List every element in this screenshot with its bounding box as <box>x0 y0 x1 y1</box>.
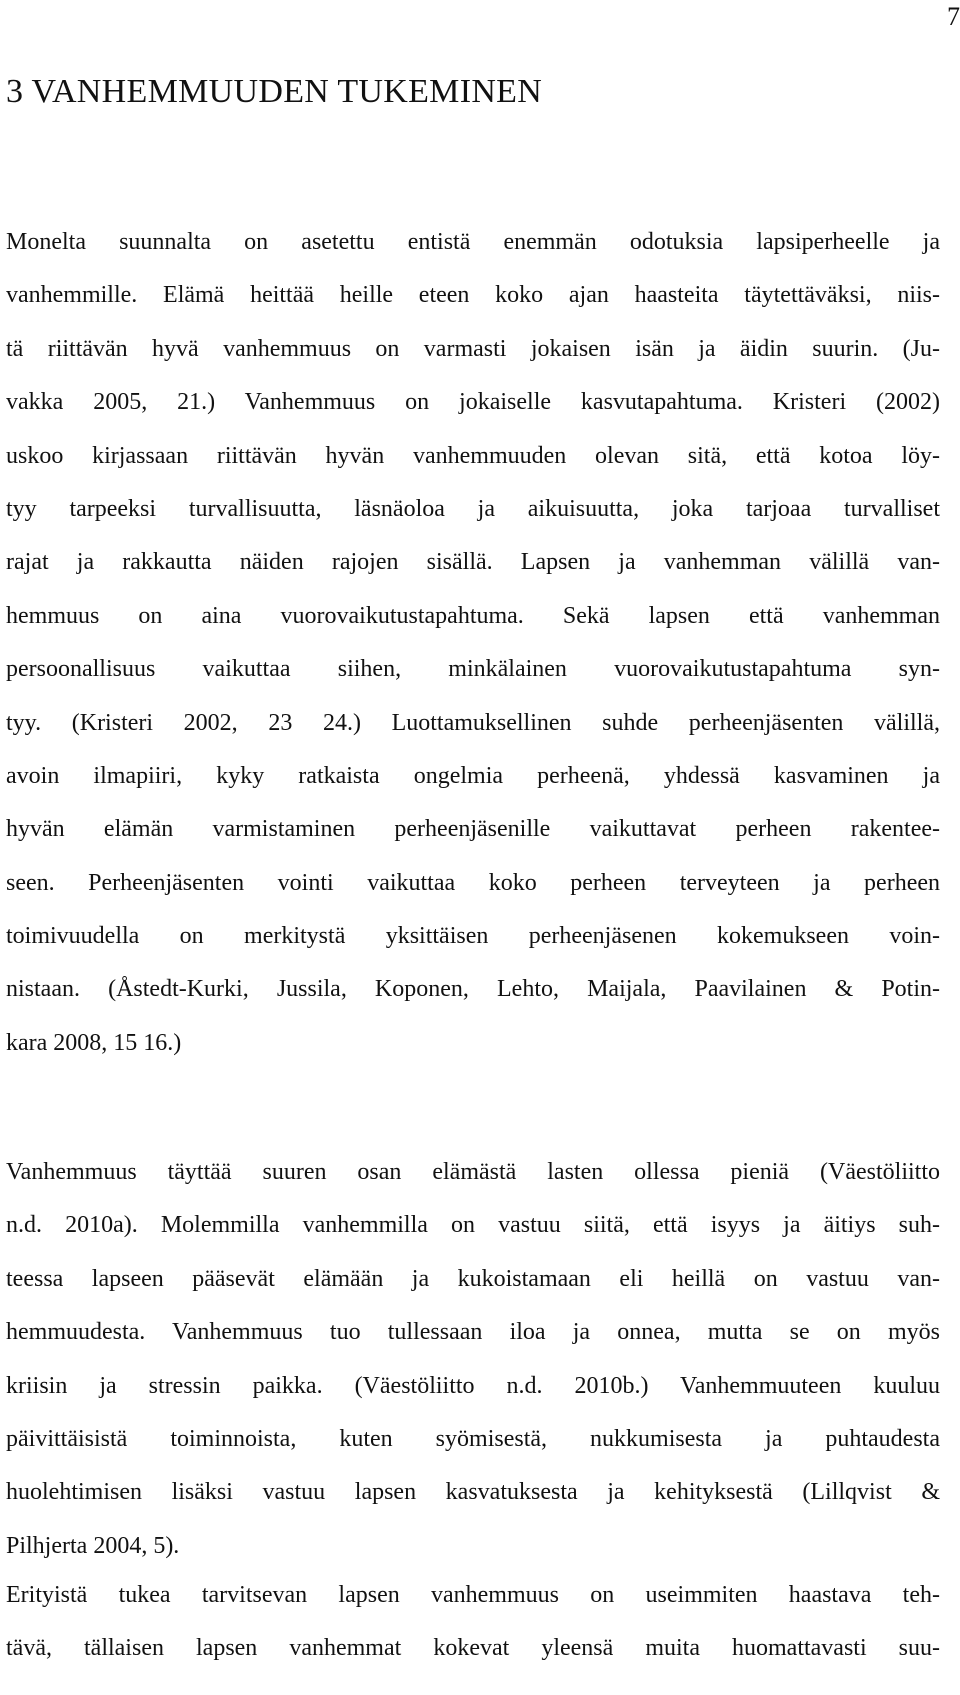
text-line: hemmuus on aina vuorovaikutustapahtuma. Sekä lapsen että vanhemman <box>6 602 940 629</box>
text-line: päivittäisistä toiminnoista, kuten syömisestä, nukkumisesta ja puhtaudesta <box>6 1425 940 1452</box>
text-line: hemmuudesta. Vanhemmuus tuo tullessaan iloa ja onnea, mutta se on myös <box>6 1319 940 1346</box>
text-line: vanhemmille. Elämä heittää heille eteen koko ajan haasteita täytettäväksi, niis- <box>6 282 940 309</box>
text-line: huolehtimisen lisäksi vastuu lapsen kasvatuksesta ja kehityksestä (Lillqvist & <box>6 1479 940 1506</box>
text-line: rajat ja rakkautta näiden rajojen sisällä. Lapsen ja vanhemman välillä van- <box>6 549 940 576</box>
text-line: tävä, tällaisen lapsen vanhemmat kokevat yleensä muita huomattavasti suu- <box>6 1635 940 1662</box>
paragraph-1 <box>6 216 940 1070</box>
text-line: n.d. 2010a). Molemmilla vanhemmilla on vastuu siitä, että isyys ja äitiys suh- <box>6 1212 940 1239</box>
chapter-title: 3 VANHEMMUUDEN TUKEMINEN <box>6 73 543 110</box>
text-line: Vanhemmuus täyttää suuren osan elämästä lasten ollessa pieniä (Väestöliitto <box>6 1159 940 1185</box>
text-line: tyy tarpeeksi turvallisuutta, läsnäoloa ja aikuisuutta, joka tarjoaa turvalliset <box>6 495 940 522</box>
text-line: Pilhjerta 2004, 5). <box>6 1532 180 1559</box>
text-line: kara 2008, 15 16.) <box>6 1029 182 1056</box>
text-line: hyvän elämän varmistaminen perheenjäsenille vaikuttavat perheen rakentee- <box>6 816 940 843</box>
text-line: tyy. (Kristeri 2002, 23 24.) Luottamuksellinen suhde perheenjäsenten välillä, <box>6 709 940 736</box>
text-line: persoonallisuus vaikuttaa siihen, minkälainen vuorovaikutustapahtuma syn- <box>6 656 940 683</box>
text-line: uskoo kirjassaan riittävän hyvän vanhemmuuden olevan sitä, että kotoa löy- <box>6 442 940 469</box>
text-line: seen. Perheenjäsenten vointi vaikuttaa koko perheen terveyteen ja perheen <box>6 869 940 896</box>
text-line: kriisin ja stressin paikka. (Väestöliitto n.d. 2010b.) Vanhemmuuteen kuuluu <box>6 1372 940 1399</box>
paragraph-2 <box>6 1146 940 1573</box>
text-line: avoin ilmapiiri, kyky ratkaista ongelmia perheenä, yhdessä kasvaminen ja <box>6 762 940 789</box>
page-number: 7 <box>947 2 960 31</box>
text-line: vakka 2005, 21.) Vanhemmuus on jokaiselle kasvutapahtuma. Kristeri (2002) <box>6 389 940 416</box>
text-line: teessa lapseen pääsevät elämään ja kukoistamaan eli heillä on vastuu van- <box>6 1265 940 1292</box>
text-line: Erityistä tukea tarvitsevan lapsen vanhemmuus on useimmiten haastava teh- <box>6 1582 940 1608</box>
text-line: toimivuudella on merkitystä yksittäisen perheenjäsenen kokemukseen voin- <box>6 923 940 950</box>
paragraph-3 <box>6 1569 940 1676</box>
text-line: tä riittävän hyvä vanhemmuus on varmasti jokaisen isän ja äidin suurin. (Ju- <box>6 335 940 362</box>
text-line: Monelta suunnalta on asetettu entistä enemmän odotuksia lapsiperheelle ja <box>6 229 940 255</box>
text-line: nistaan. (Åstedt-Kurki, Jussila, Koponen, Lehto, Maijala, Paavilainen & Potin- <box>6 976 940 1003</box>
